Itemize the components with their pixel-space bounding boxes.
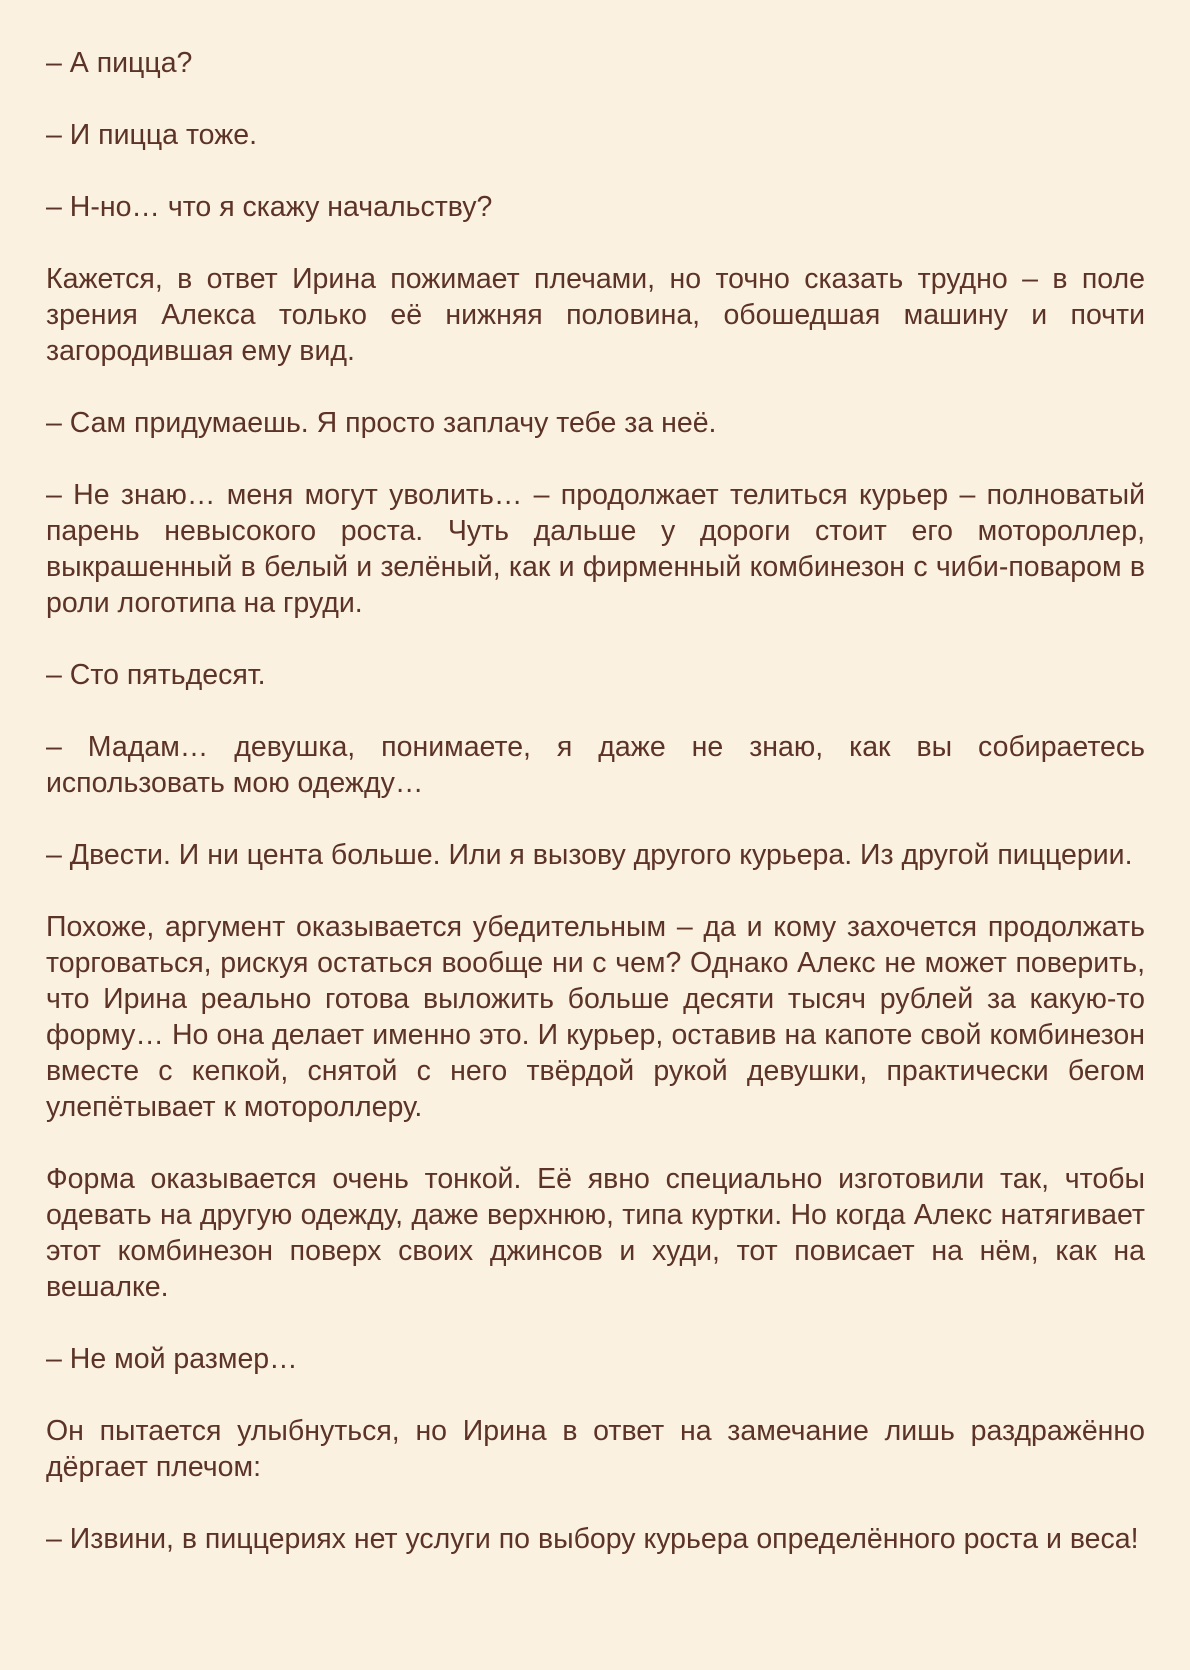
paragraph: Он пытается улыбнуться, но Ирина в ответ на замечание лишь раздражённо дёргает плечом: [46, 1415, 1145, 1483]
paragraph: – Извини, в пиццериях нет услуги по выбору курьера определённого роста и веса! [46, 1523, 1139, 1555]
paragraph: – Не знаю… меня могут уволить… – продолжает телиться курьер – полноватый парень невысокого роста. Чуть дальше у дороги стоит его мотороллер, выкрашенный в белый и зелёный, как и фирменный комбинезон с чиби-поваром в роли логотипа на груди. [46, 479, 1145, 619]
paragraph: – И пицца тоже. [46, 119, 258, 151]
paragraph: – Не мой размер… [46, 1343, 298, 1375]
paragraph: – Мадам… девушка, понимаете, я даже не знаю, как вы собираетесь использовать мою одежду… [46, 731, 1145, 799]
paragraph: – А пицца? [46, 47, 193, 79]
paragraph: Форма оказывается очень тонкой. Её явно специально изготовили так, чтобы одевать на другую одежду, даже верхнюю, типа куртки. Но когда Алекс натягивает этот комбинезон поверх своих джинсов и худи, тот повисает на нём, как на вешалке. [46, 1163, 1145, 1303]
paragraph: – Двести. И ни цента больше. Или я вызову другого курьера. Из другой пиццерии. [46, 839, 1133, 871]
paragraph: Похоже, аргумент оказывается убедительным – да и кому захочется продолжать торговаться, рискуя остаться вообще ни с чем? Однако Алекс не может поверить, что Ирина реально готова выложить больше десяти тысяч рублей за какую-то форму… Но она делает именно это. И курьер, оставив на капоте свой комбинезон вместе с кепкой, снятой с него твёрдой рукой девушки, практически бегом улепётывает к мотороллеру. [46, 911, 1145, 1123]
paragraph: – Н-но… что я скажу начальству? [46, 191, 493, 223]
paragraph: – Сто пятьдесят. [46, 659, 266, 691]
paragraph: – Сам придумаешь. Я просто заплачу тебе за неё. [46, 407, 717, 439]
paragraph: Кажется, в ответ Ирина пожимает плечами, но точно сказать трудно – в поле зрения Алекса только её нижняя половина, обошедшая машину и почти загородившая ему вид. [46, 263, 1145, 367]
